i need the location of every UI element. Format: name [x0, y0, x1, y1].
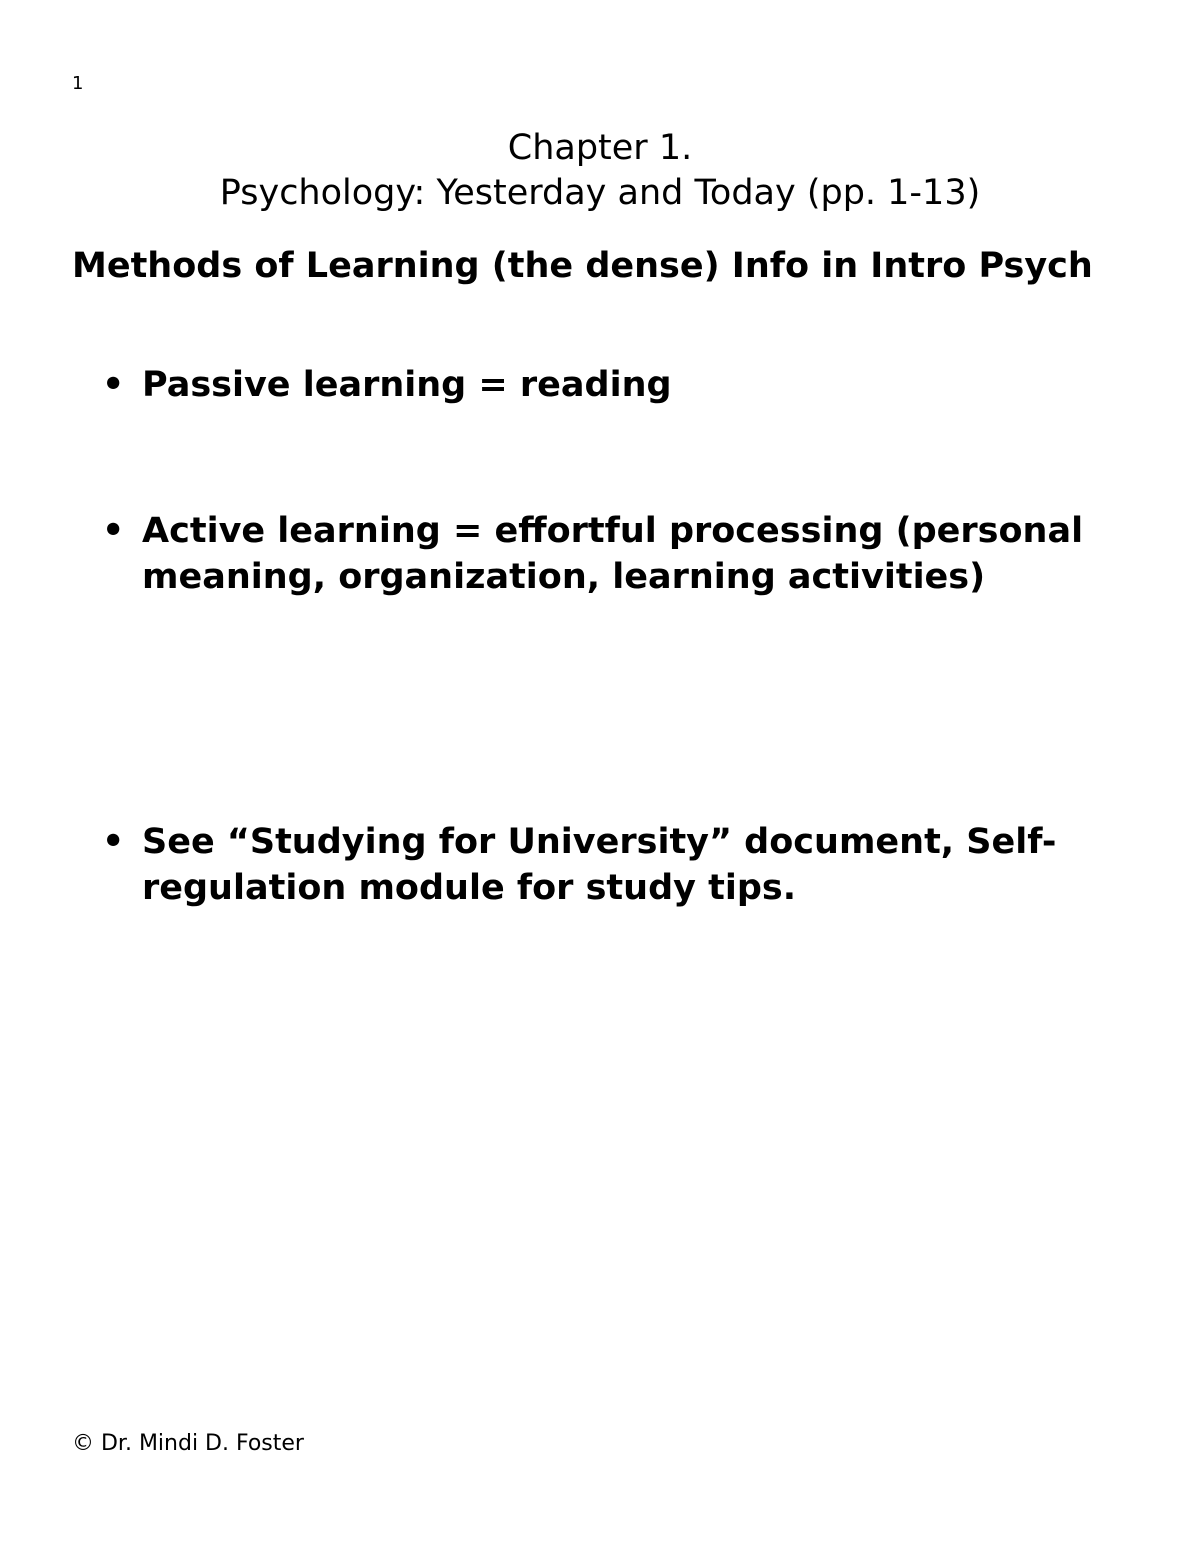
bullet-item-passive-learning	[102, 362, 1112, 408]
chapter-title: Chapter 1.	[507, 128, 693, 168]
bullet-marker: •	[102, 511, 125, 551]
section-heading: Methods of Learning (the dense) Info in Intro Psych	[72, 246, 1093, 286]
bullet-marker: •	[102, 365, 125, 405]
bullet-text: Active learning = effortful processing (personal meaning, organization, learning activities)	[142, 511, 1084, 597]
bullet-marker: •	[102, 822, 125, 862]
bullet-item-study-tips	[102, 819, 1112, 911]
bullet-text: Passive learning = reading	[142, 365, 672, 405]
chapter-heading	[0, 126, 1200, 216]
copyright-footer: © Dr. Mindi D. Foster	[72, 1431, 304, 1456]
bullet-item-active-learning	[102, 508, 1112, 600]
page-number: 1	[72, 73, 84, 94]
chapter-subtitle: Psychology: Yesterday and Today (pp. 1-13)	[219, 173, 981, 213]
bullet-text: See “Studying for University” document, Self-regulation module for study tips.	[142, 822, 1057, 908]
